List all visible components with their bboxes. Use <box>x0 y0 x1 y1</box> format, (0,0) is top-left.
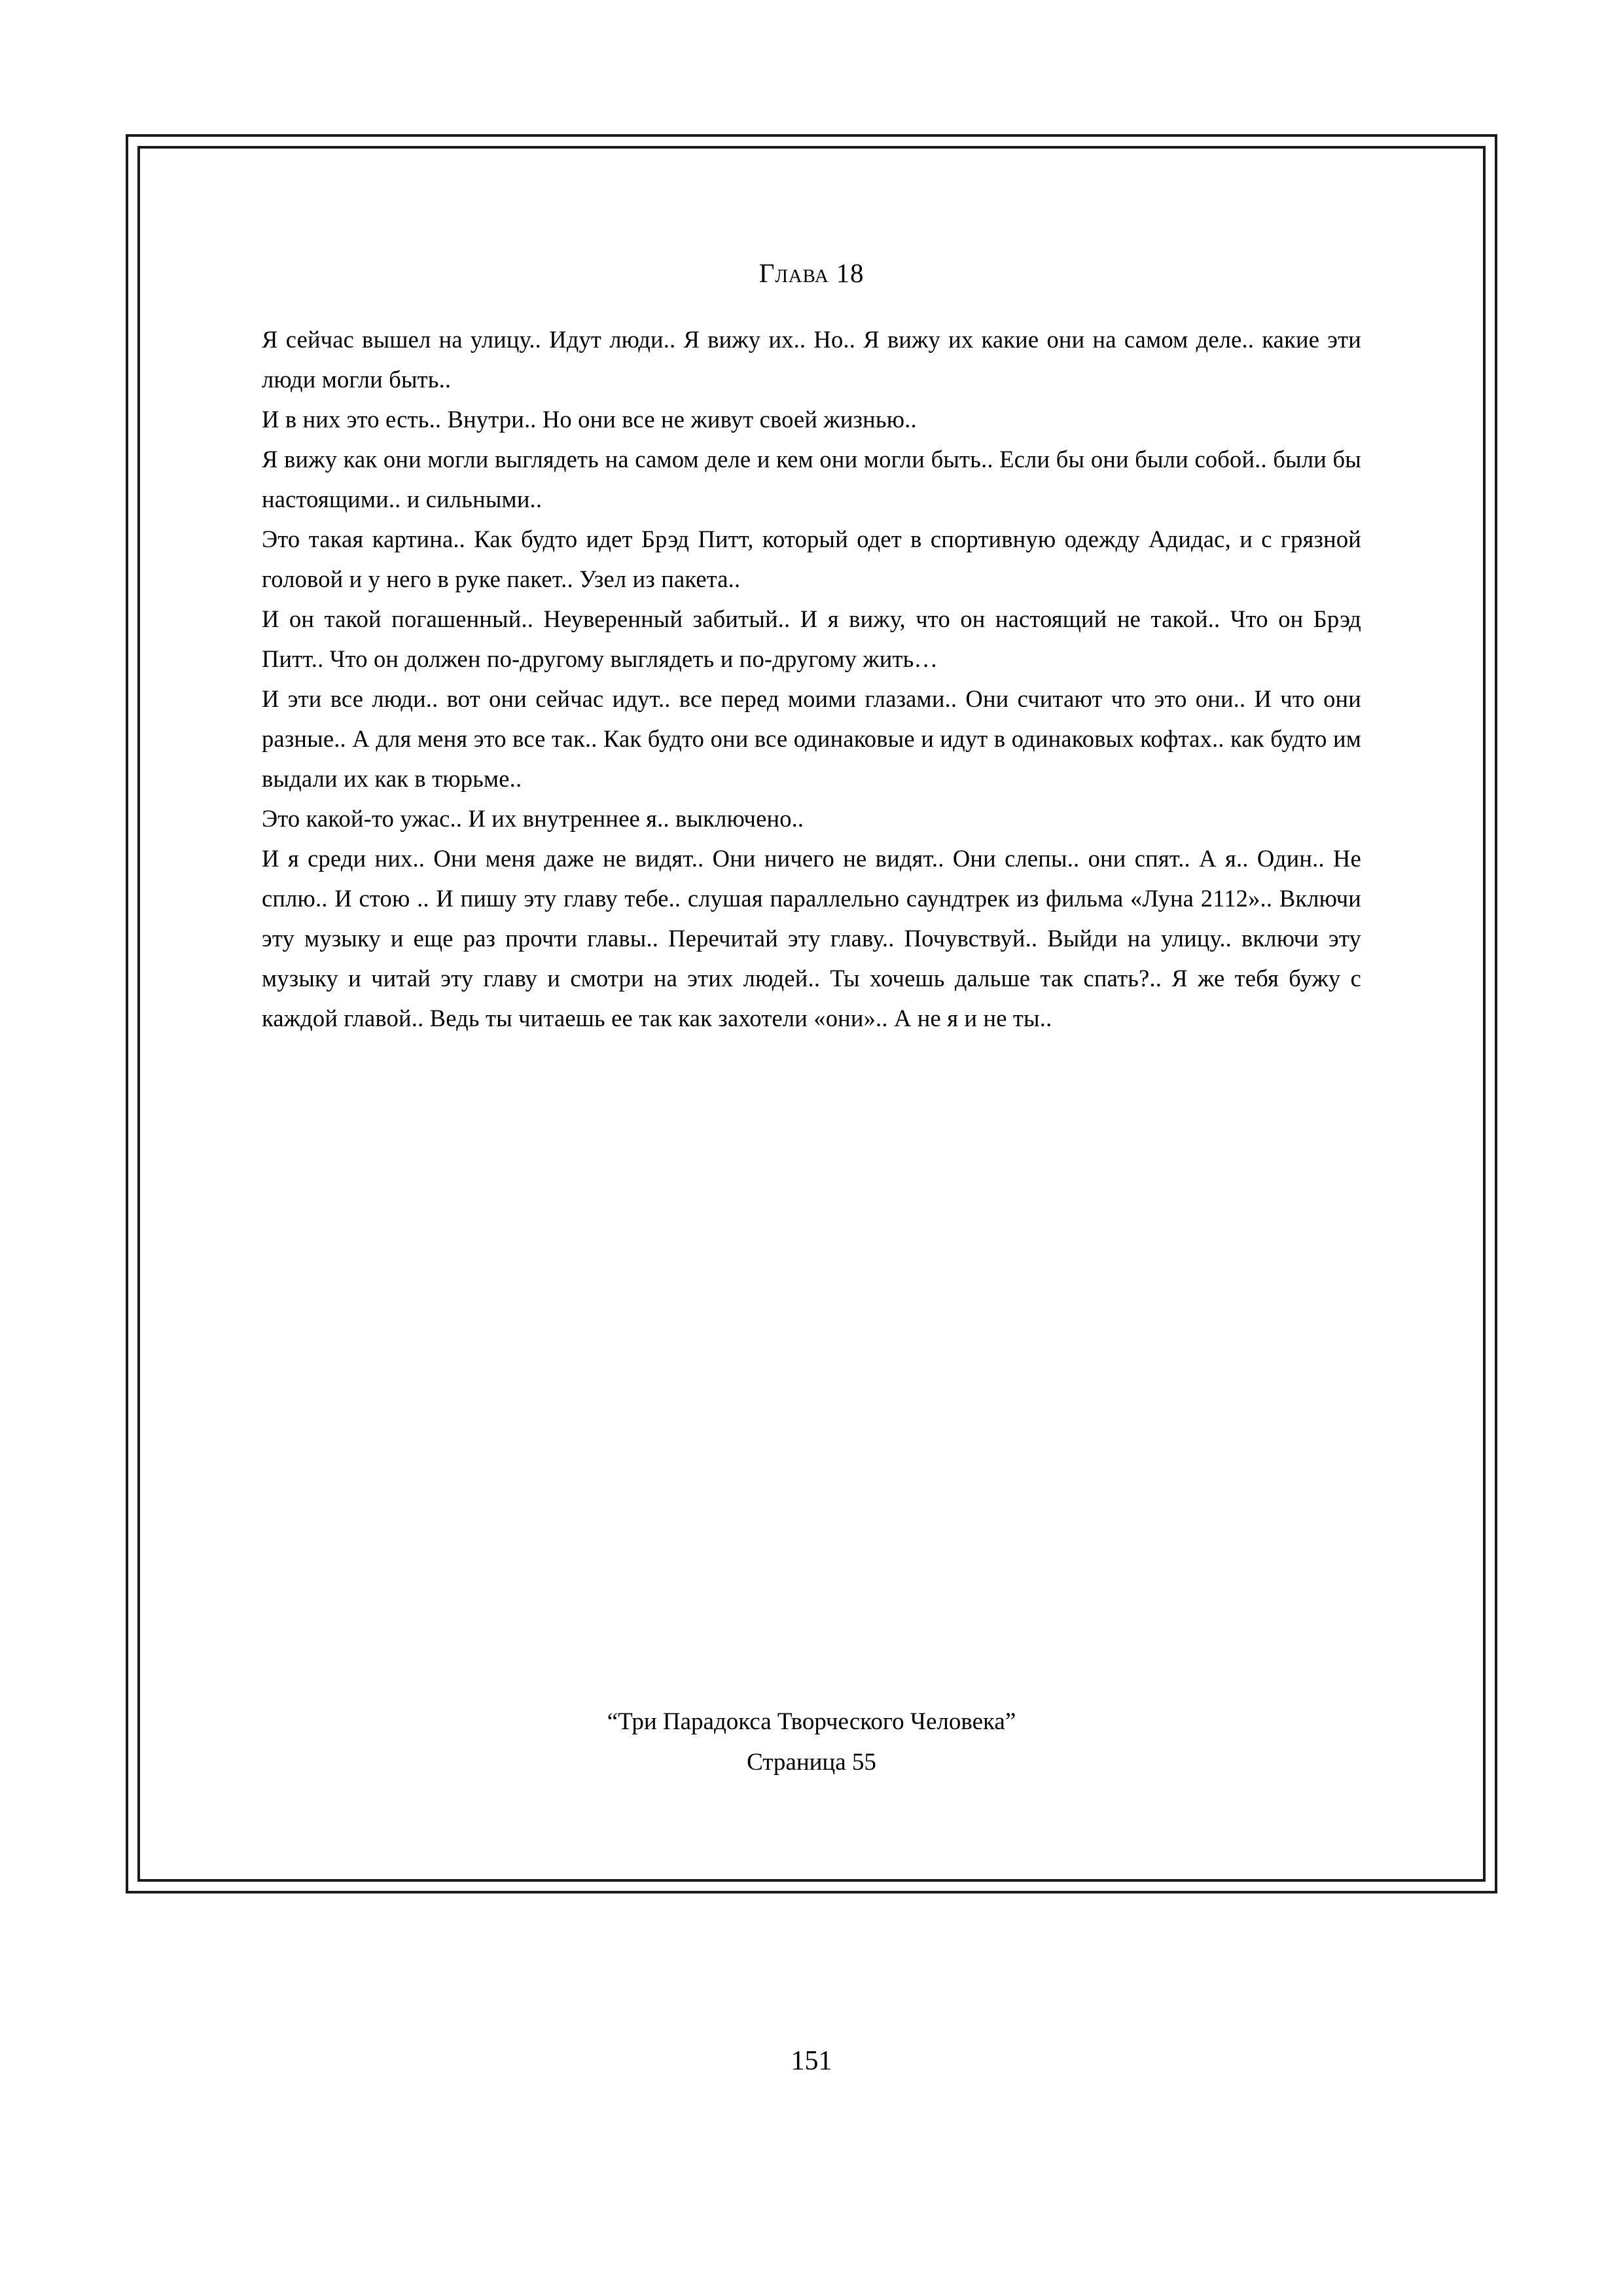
paragraph: Это какой-то ужас.. И их внутреннее я.. выключено.. <box>262 805 804 833</box>
paragraph: И я среди них.. Они меня даже не видят.. Они ничего не видят.. Они слепы.. они спят.. А я.. Один.. Не сплю.. И стою .. И пишу эту главу тебе.. слушая параллельно саундтрек из фильма «Луна 2112».. Включи эту музыку и еще раз прочти главы.. Перечитай эту главу.. Почувствуй.. Выйди на улицу.. включи эту музыку и читай эту главу и смотри на этих людей.. Ты хочешь дальше так спать?.. Я же тебя бужу с каждой главой.. Ведь ты читаешь ее так как захотели «они».. А не я и не ты.. <box>262 845 1361 1032</box>
folio-number: 151 <box>791 2046 832 2076</box>
paragraph: И эти все люди.. вот они сейчас идут.. все перед моими глазами.. Они считают что это они.. И что они разные.. А для меня это все так.. Как будто они все одинаковые и идут в одинаковых кофтах.. как будто им выдали их как в тюрьме.. <box>262 685 1361 793</box>
body-text <box>262 319 1361 1038</box>
paragraph: Я вижу как они могли выглядеть на самом деле и кем они могли быть.. Если бы они были собой.. были бы настоящими.. и сильными.. <box>262 446 1361 513</box>
page-content <box>262 259 1361 1038</box>
paragraph: Я сейчас вышел на улицу.. Идут люди.. Я вижу их.. Но.. Я вижу их какие они на самом деле.. какие эти люди могли быть.. <box>262 326 1361 393</box>
paragraph: И он такой погашенный.. Неуверенный забитый.. И я вижу, что он настоящий не такой.. Что он Брэд Питт.. Что он должен по-другому выглядеть и по-другому жить… <box>262 605 1361 673</box>
book-page-label: Страница 55 <box>747 1749 876 1776</box>
paragraph: И в них это есть.. Внутри.. Но они все не живут своей жизнью.. <box>262 406 917 433</box>
page-footer <box>262 1702 1361 1783</box>
paragraph: Это такая картина.. Как будто идет Брэд Питт, который одет в спортивную одежду Адидас, и с грязной головой и у него в руке пакет.. Узел из пакета.. <box>262 526 1361 593</box>
chapter-title: Глава 18 <box>758 258 865 288</box>
book-title: “Три Парадокса Творческого Человека” <box>607 1708 1016 1735</box>
